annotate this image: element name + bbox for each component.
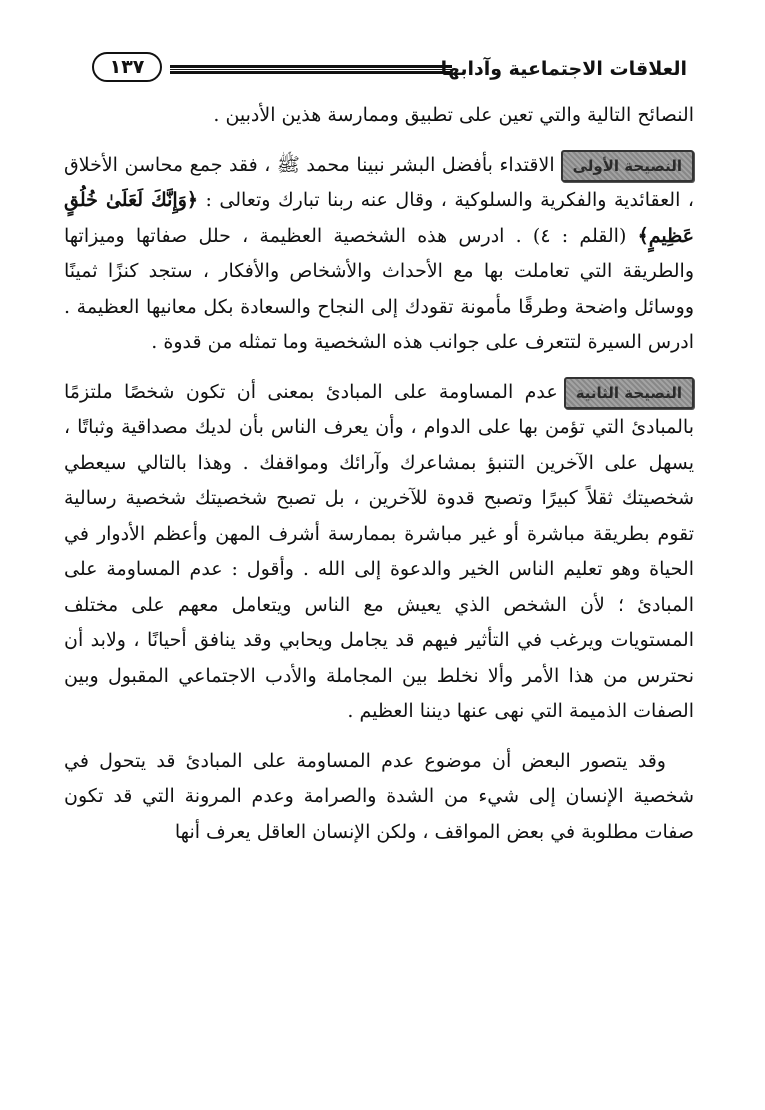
- advice-1-text-a: الاقتداء بأفضل البشر نبينا محمد ﷺ ، فقد جمع محاسن الأخلاق ، العقائدية والفكرية والسلوكية ، وقال عنه ربنا تبارك وتعالى :: [64, 153, 694, 211]
- advice-1-label: النصيحة الأولى: [561, 150, 694, 182]
- advice-1-text-b: (القلم : ٤) . ادرس هذه الشخصية العظيمة ، حلل صفاتها وميزاتها والطريقة التي تعاملت بها مع الأحداث والأشخاص والأفكار ، ستجد كنزًا ثمينًا ووسائل واضحة وطرقًا مأمونة تقودك إلى النجاح والسعادة بكل معانيها العظيمة . ادرس السيرة لتتعرف على جوانب هذه الشخصية وما تمثله من قدوة .: [64, 224, 694, 353]
- page-header: [92, 54, 687, 94]
- advice-1-paragraph: [64, 148, 694, 361]
- header-rule: [170, 65, 452, 74]
- page-content: [64, 98, 694, 850]
- advice-2-label: النصيحة الثانية: [564, 377, 694, 409]
- advice-2-paragraph: [64, 375, 694, 730]
- advice-2-text: عدم المساومة على المبادئ بمعنى أن تكون شخصًا ملتزمًا بالمبادئ التي تؤمن بها على الدوام ، وأن يعرف الناس بأن لديك مصداقية وثباتًا ، يسهل على الآخرين التنبؤ بمشاعرك وآرائك ومواقفك . وهذا بالتالي سيعطي شخصيتك ثقلاً كبيرًا وتصبح قدوة للآخرين ، بل تصبح شخصيتك شخصية رسالية تقوم بطريقة مباشرة أو غير مباشرة بممارسة أشرف المهن وأعظم الأدوار في الحياة وهو تعليم الناس الخير والدعوة إلى الله . وأقول : عدم المساومة على المبادئ ؛ لأن الشخص الذي يعيش مع الناس ويتعامل معهم على مختلف المستويات ويرغب في التأثير فيهم قد يجامل ويحابي وقد ينافق أحيانًا ، ولابد أن نحترس من هذا الأمر وألا نخلط بين المجاملة والأدب الاجتماعي المقبول وبين الصفات الذميمة التي نهى عنها ديننا العظيم .: [64, 380, 694, 722]
- intro-paragraph: النصائح التالية والتي تعين على تطبيق وممارسة هذين الأدبين .: [213, 104, 694, 126]
- quran-verse: ﴿وَإِنَّكَ لَعَلَىٰ خُلُقٍ عَظِيمٍ﴾: [64, 189, 695, 247]
- page-number: ١٣٧: [92, 52, 162, 82]
- running-title: العلاقات الاجتماعية وآدابها: [440, 58, 687, 80]
- header-rule-inner: [170, 69, 452, 70]
- closing-paragraph: وقد يتصور البعض أن موضوع عدم المساومة على المبادئ قد يتحول في شخصية الإنسان إلى شيء من الشدة والصرامة وعدم المرونة التي قد تكون صفات مطلوبة في بعض المواقف ، ولكن الإنسان العاقل يعرف أنها: [64, 749, 694, 843]
